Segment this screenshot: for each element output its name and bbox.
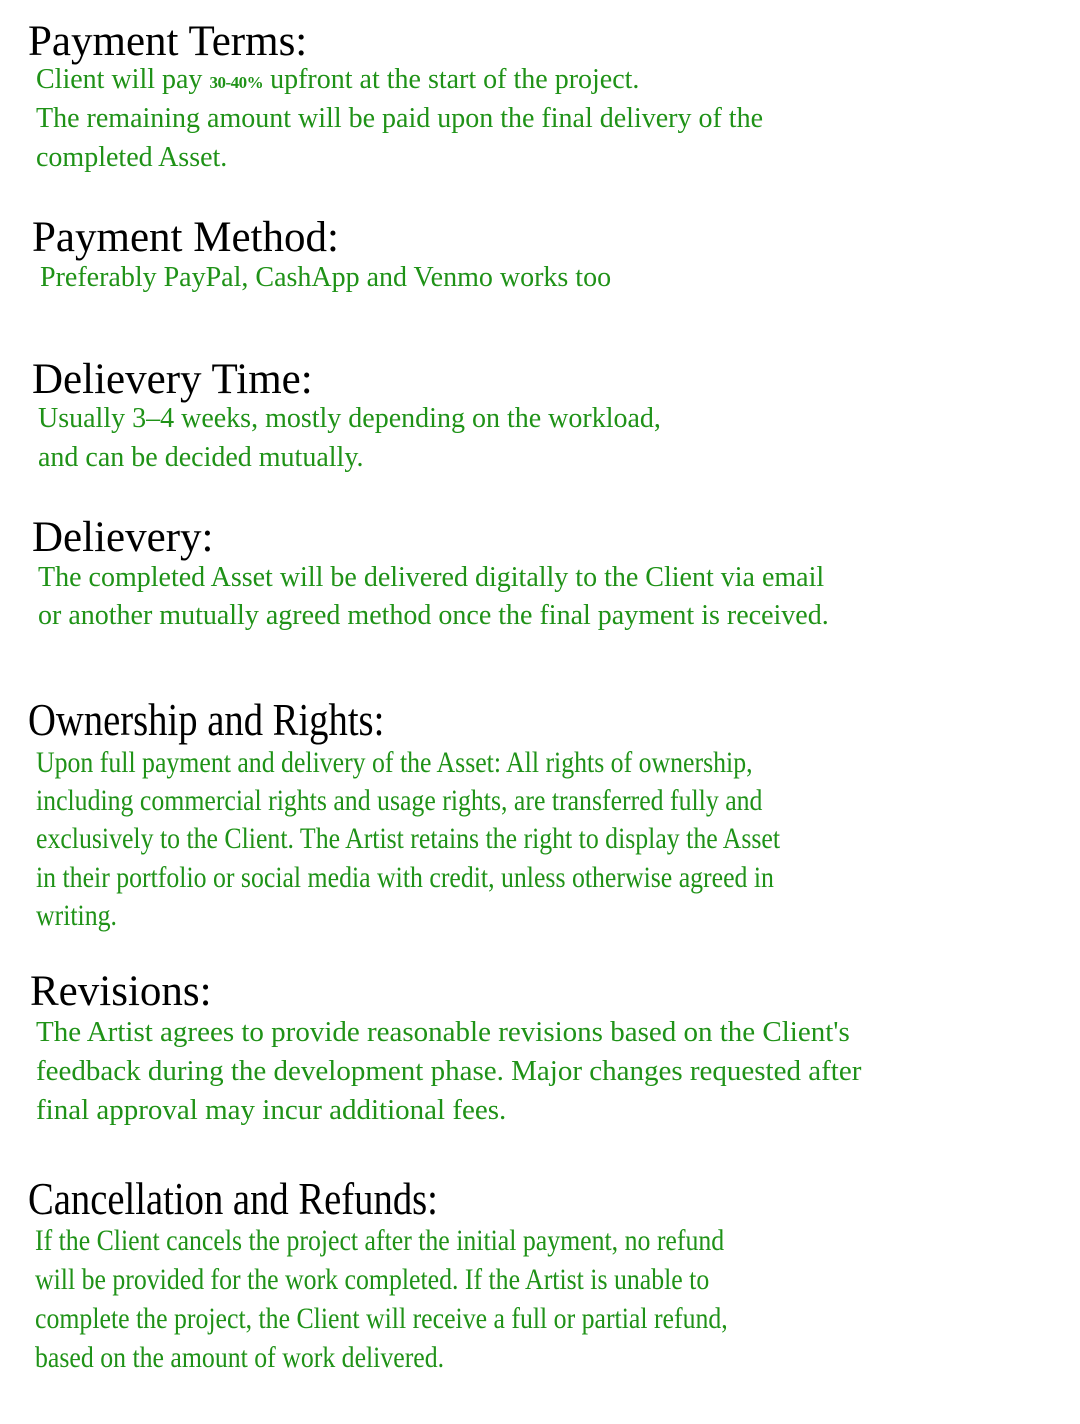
heading-ownership-rights: Ownership and Rights: [28,694,385,745]
delivery-line-1: The completed Asset will be delivered digitally to the Client via email [38,562,825,593]
ownership-line-4: in their portfolio or social media with credit, unless otherwise agreed in [36,861,774,894]
revisions-line-1: The Artist agrees to provide reasonable revisions based on the Client's [36,1016,850,1048]
heading-cancellation-refunds: Cancellation and Refunds: [28,1173,438,1224]
ownership-line-2: including commercial rights and usage rights, are transferred fully and [36,784,763,817]
cancellation-line-2: will be provided for the work completed. If the Artist is unable to [35,1263,710,1296]
ownership-line-1: Upon full payment and delivery of the Asset: All rights of ownership, [36,746,753,779]
cancellation-line-4: based on the amount of work delivered. [35,1341,445,1374]
payment-percentage: 30-40% [209,73,264,92]
payment-terms-text-pre: Client will pay [36,64,210,95]
heading-delivery-time: Delievery Time: [32,356,313,403]
heading-payment-method: Payment Method: [32,214,339,261]
heading-revisions: Revisions: [30,968,212,1015]
payment-method-line-1: Preferably PayPal, CashApp and Venmo works too [40,262,612,293]
heading-payment-terms: Payment Terms: [28,18,308,65]
revisions-line-2: feedback during the development phase. Major changes requested after [36,1055,862,1087]
delivery-time-line-1: Usually 3–4 weeks, mostly depending on the workload, [38,403,661,434]
payment-terms-line-3: completed Asset. [36,142,228,173]
delivery-line-2: or another mutually agreed method once the final payment is received. [38,600,829,631]
ownership-line-3: exclusively to the Client. The Artist retains the right to display the Asset [36,822,781,855]
revisions-line-3: final approval may incur additional fees. [36,1094,507,1126]
cancellation-line-3: complete the project, the Client will receive a full or partial refund, [35,1302,728,1335]
payment-terms-text-post: upfront at the start of the project. [263,64,640,95]
heading-delivery: Delievery: [32,514,214,561]
ownership-line-5: writing. [36,899,117,932]
delivery-time-line-2: and can be decided mutually. [38,442,364,473]
cancellation-line-1: If the Client cancels the project after the initial payment, no refund [35,1224,725,1257]
payment-terms-line-1 [36,66,639,94]
payment-terms-line-2: The remaining amount will be paid upon the final delivery of the [36,103,764,134]
